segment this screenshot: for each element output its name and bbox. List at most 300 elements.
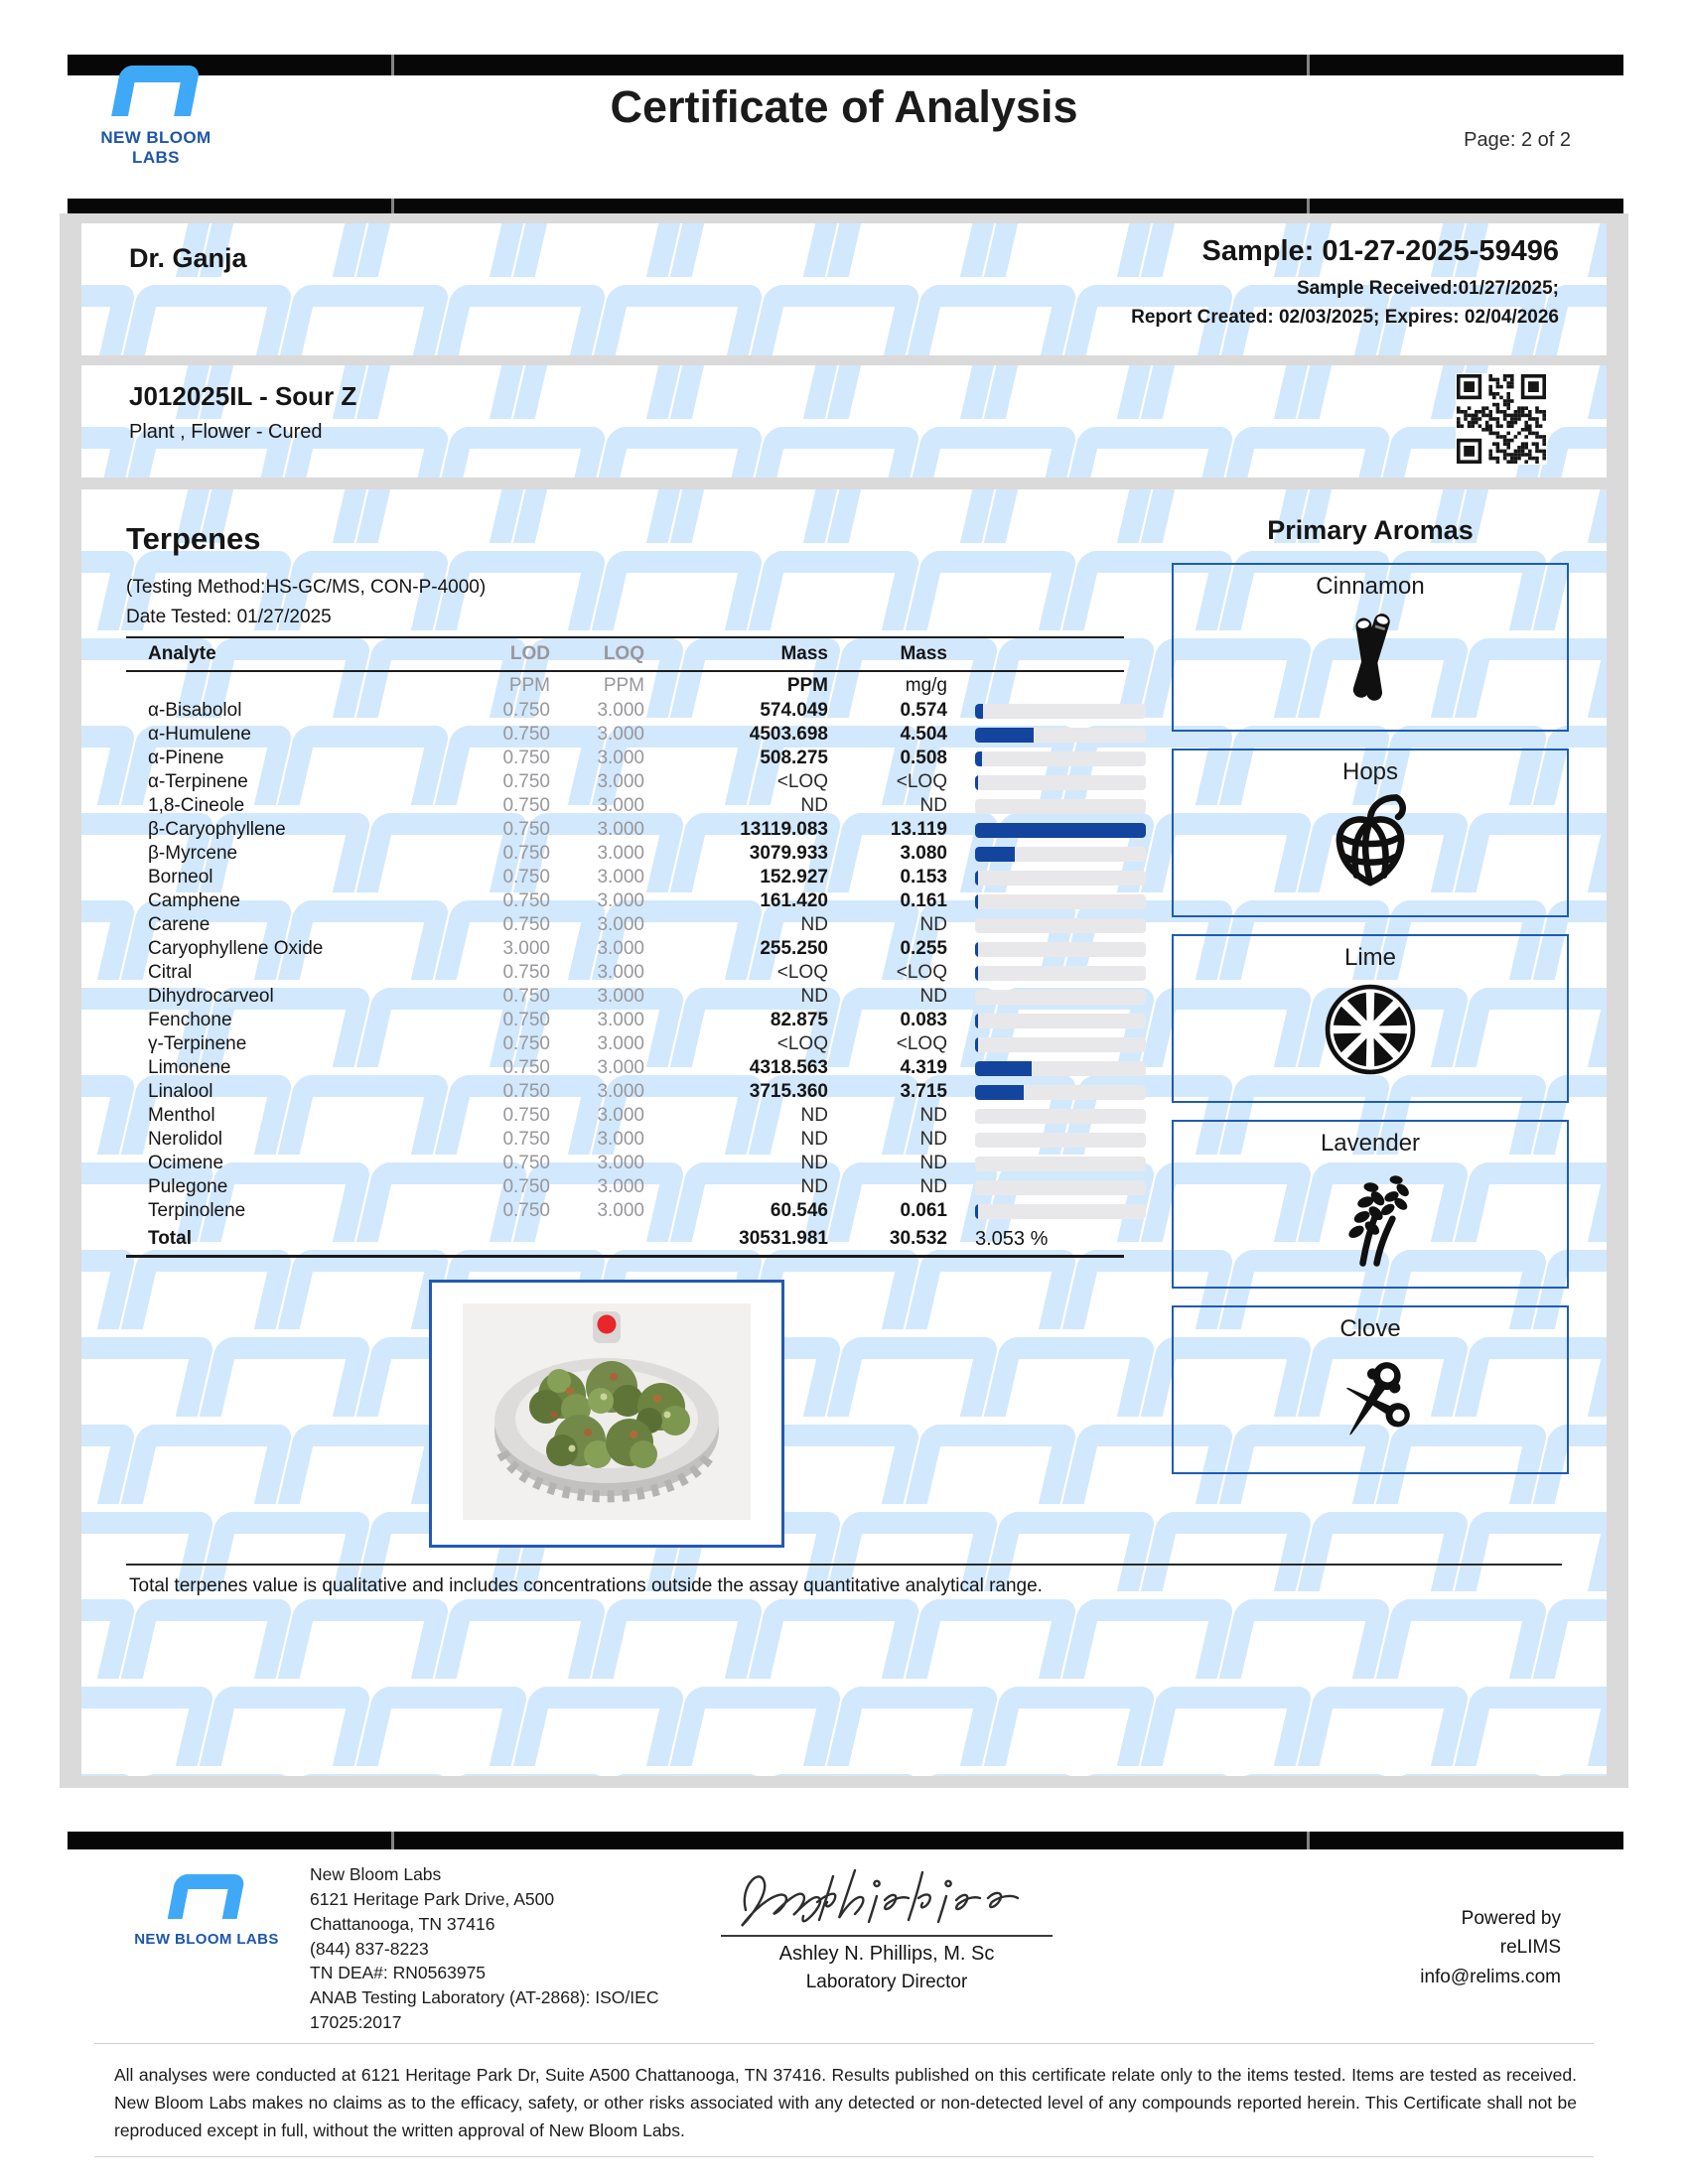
lod-value: 0.750 <box>502 1200 550 1221</box>
watermark-n-icon <box>121 1599 294 1679</box>
bar-track <box>975 894 1146 909</box>
watermark-n-icon <box>1062 1599 1235 1679</box>
lod-value: 0.750 <box>502 843 550 864</box>
mass-ppm-value: <LOQ <box>776 771 828 792</box>
mass-ppm-value: ND <box>800 1105 828 1126</box>
terpene-bar <box>947 823 1146 838</box>
watermark-n-icon <box>827 489 1000 543</box>
total-percent: 3.053 % <box>975 1227 1049 1250</box>
mass-ppm-value: <LOQ <box>776 962 828 983</box>
mass-mgg-value: 4.319 <box>900 1057 947 1078</box>
footer-rule-bar <box>68 1832 1623 1849</box>
loq-value: 3.000 <box>597 890 644 911</box>
watermark-n-icon <box>278 1250 451 1329</box>
analyte-name: γ-Terpinene <box>148 1033 247 1054</box>
lod-value: 0.750 <box>502 700 550 721</box>
watermark-n-icon <box>200 1337 372 1417</box>
watermark-n-icon <box>1062 427 1235 478</box>
watermark-n-icon <box>1455 1687 1607 1766</box>
table-row <box>126 794 1124 818</box>
table-row <box>126 1080 1124 1104</box>
loq-value: 3.000 <box>597 986 644 1007</box>
mass-mgg-value: 4.504 <box>900 724 947 745</box>
aroma-label: Lavender <box>1320 1130 1421 1157</box>
mass-mgg-value: <LOQ <box>896 1033 947 1054</box>
aroma-card <box>1172 934 1569 1103</box>
watermark-n-icon <box>513 223 686 277</box>
analyte-name: Fenchone <box>148 1010 232 1030</box>
mass-ppm-value: 574.049 <box>760 700 828 721</box>
page-indicator: Page: 2 of 2 <box>1464 129 1571 151</box>
loq-value: 3.000 <box>597 1129 644 1150</box>
table-row <box>126 699 1124 723</box>
document-body <box>60 213 1628 1788</box>
watermark-n-icon <box>592 1599 765 1679</box>
table-row <box>126 889 1124 913</box>
loq-value: 3.000 <box>597 1033 644 1054</box>
primary-aromas-list <box>1172 563 1569 1474</box>
terpene-bar <box>947 1037 1146 1052</box>
lod-value: 0.750 <box>502 819 550 840</box>
terpene-bar <box>947 775 1146 790</box>
analyte-name: Borneol <box>148 867 213 887</box>
watermark-n-icon <box>81 1687 215 1766</box>
bar-track <box>975 1204 1146 1219</box>
watermark-n-icon <box>592 1774 765 1776</box>
mass-ppm-value: 4318.563 <box>749 1057 828 1078</box>
watermark-n-icon <box>827 365 1000 419</box>
unit-mass-ppm: PPM <box>786 674 828 696</box>
watermark-n-icon <box>1219 1599 1392 1679</box>
terpene-bar <box>947 894 1146 909</box>
lod-value: 0.750 <box>502 748 550 768</box>
watermark-n-icon <box>81 1250 137 1329</box>
bar-track <box>975 1037 1146 1052</box>
terpene-bar <box>947 704 1146 719</box>
mass-ppm-value: 4503.698 <box>749 724 828 745</box>
bar-fill <box>975 775 978 790</box>
mass-ppm-value: ND <box>800 1153 828 1173</box>
table-row <box>126 866 1124 889</box>
mass-mgg-value: 0.574 <box>900 700 947 721</box>
col-loq: LOQ <box>603 643 644 664</box>
table-row <box>126 770 1124 794</box>
lod-value: 0.750 <box>502 867 550 887</box>
aroma-card <box>1172 749 1569 917</box>
table-row <box>126 1056 1124 1080</box>
terpene-bar <box>947 1014 1146 1028</box>
analyte-name: α-Pinene <box>148 748 224 768</box>
aroma-label: Hops <box>1341 758 1399 785</box>
watermark-n-icon <box>513 365 686 419</box>
lime-icon <box>1174 974 1567 1090</box>
mass-ppm-value: 60.546 <box>770 1200 828 1221</box>
bar-fill <box>975 942 978 957</box>
logo-wordmark: NEW BLOOM LABS <box>100 128 211 167</box>
col-lod: LOD <box>509 643 550 664</box>
loq-value: 3.000 <box>597 1153 644 1173</box>
bar-track <box>975 1085 1146 1100</box>
aroma-label: Lime <box>1343 944 1397 971</box>
watermark-n-icon <box>984 1687 1157 1766</box>
bar-track <box>975 1180 1146 1195</box>
watermark-n-icon <box>827 1687 1000 1766</box>
loq-value: 3.000 <box>597 700 644 721</box>
analyte-name: Camphene <box>148 890 240 911</box>
mass-mgg-value: ND <box>919 1129 947 1150</box>
analyte-name: β-Caryophyllene <box>148 819 286 840</box>
terpene-bar <box>947 1204 1146 1219</box>
bar-track <box>975 704 1146 719</box>
mass-ppm-value: 13119.083 <box>740 819 828 840</box>
watermark-n-icon <box>906 1774 1078 1776</box>
watermark-n-icon <box>827 1337 1000 1417</box>
watermark-n-icon <box>356 489 529 543</box>
bar-track <box>975 942 1146 957</box>
powered-by-brand: reLIMS <box>1499 1937 1561 1959</box>
aroma-card <box>1172 563 1569 732</box>
watermark-n-icon <box>906 1250 1078 1329</box>
bar-fill <box>975 704 983 719</box>
lod-value: 0.750 <box>502 1081 550 1102</box>
terpene-bar <box>947 1061 1146 1076</box>
lod-value: 0.750 <box>502 795 550 816</box>
date-tested: Date Tested: 01/27/2025 <box>126 607 332 627</box>
bar-fill <box>975 751 982 766</box>
primary-aromas-panel <box>1172 515 1569 1474</box>
loq-value: 3.000 <box>597 962 644 983</box>
analyte-name: Linalool <box>148 1081 213 1102</box>
watermark-n-icon <box>435 427 608 478</box>
bar-track <box>975 847 1146 862</box>
loq-value: 3.000 <box>597 1057 644 1078</box>
bar-track <box>975 966 1146 981</box>
bar-fill <box>975 823 1146 838</box>
lab-address-line2: Chattanooga, TN 37416 <box>310 1913 495 1934</box>
total-mass-mgg: 30.532 <box>889 1228 947 1249</box>
lod-value: 0.750 <box>502 1033 550 1054</box>
lod-value: 0.750 <box>502 1057 550 1078</box>
bar-fill <box>975 1061 1032 1076</box>
col-mass-mgg: Mass <box>900 643 947 664</box>
mass-mgg-value: 0.161 <box>900 890 947 911</box>
mass-mgg-value: ND <box>919 795 947 816</box>
analyte-name: Carene <box>148 914 211 935</box>
analyte-name: β-Myrcene <box>148 843 238 864</box>
bar-fill <box>975 1085 1024 1100</box>
mass-mgg-value: 13.119 <box>890 819 947 840</box>
analyte-name: 1,8-Cineole <box>148 795 245 816</box>
mass-mgg-value: 0.083 <box>900 1010 947 1030</box>
bar-fill <box>975 966 978 981</box>
watermark-n-icon <box>513 489 686 543</box>
qr-code <box>1456 373 1547 465</box>
loq-value: 3.000 <box>597 748 644 768</box>
watermark-n-icon <box>121 1425 294 1504</box>
signer-name: Ashley N. Phillips, M. Sc <box>778 1943 995 1965</box>
col-analyte: Analyte <box>148 643 216 664</box>
lab-address-line1: 6121 Heritage Park Drive, A500 <box>310 1888 555 1909</box>
lod-value: 0.750 <box>502 1010 550 1030</box>
watermark-n-icon <box>356 365 529 419</box>
bar-track <box>975 728 1146 743</box>
watermark-n-icon <box>592 285 765 355</box>
lab-name: New Bloom Labs <box>310 1864 442 1884</box>
watermark-n-icon <box>670 1687 843 1766</box>
sample-matrix: Plant , Flower - Cured <box>129 421 323 443</box>
mass-ppm-value: ND <box>800 1176 828 1197</box>
clove-icon <box>1174 1345 1567 1461</box>
header-divider-bar <box>68 199 1623 213</box>
lod-value: 0.750 <box>502 1153 550 1173</box>
loq-value: 3.000 <box>597 1081 644 1102</box>
testing-method: (Testing Method:HS-GC/MS, CON-P-4000) <box>126 577 487 598</box>
batch-strain-id: J012025IL - Sour Z <box>129 381 357 411</box>
sample-photo <box>463 1303 751 1525</box>
bar-track <box>975 871 1146 886</box>
report-created-date: Report Created: 02/03/2025; Expires: 02/04/2026 <box>1131 307 1559 328</box>
watermark-n-icon <box>1141 1512 1314 1591</box>
mass-mgg-value: ND <box>919 1105 947 1126</box>
watermark-n-icon <box>1219 427 1392 478</box>
analyte-name: Terpinolene <box>148 1200 246 1221</box>
watermark-n-icon <box>749 1774 921 1776</box>
watermark-n-icon <box>356 1687 529 1766</box>
analyte-name: Dihydrocarveol <box>148 986 274 1007</box>
lod-value: 0.750 <box>502 890 550 911</box>
analyte-name: Menthol <box>148 1105 215 1126</box>
loq-value: 3.000 <box>597 795 644 816</box>
table-row <box>126 985 1124 1009</box>
terpene-bar <box>947 942 1146 957</box>
watermark-n-icon <box>81 1599 137 1679</box>
terpene-bar <box>947 1133 1146 1148</box>
aroma-card <box>1172 1305 1569 1474</box>
mass-mgg-value: 0.255 <box>900 938 947 959</box>
watermark-n-icon <box>435 1599 608 1679</box>
bar-fill <box>975 847 1015 862</box>
watermark-n-icon <box>435 1774 608 1776</box>
sample-number: Sample: 01-27-2025-59496 <box>1201 235 1559 267</box>
bar-track <box>975 1109 1146 1124</box>
mass-ppm-value: 255.250 <box>760 938 828 959</box>
terpene-table <box>126 636 1124 1258</box>
watermark-n-icon <box>278 1774 451 1776</box>
note-divider <box>126 1564 1562 1566</box>
watermark-n-icon <box>749 427 921 478</box>
watermark-n-icon <box>278 1599 451 1679</box>
aroma-label: Clove <box>1339 1315 1401 1342</box>
mass-mgg-value: 0.061 <box>900 1200 947 1221</box>
mass-ppm-value: <LOQ <box>776 1033 828 1054</box>
table-row <box>126 818 1124 842</box>
watermark-n-icon <box>1298 1687 1471 1766</box>
terpenes-heading: Terpenes <box>126 521 261 556</box>
watermark-n-icon <box>1533 1774 1607 1776</box>
powered-by-block <box>1420 1904 1561 1991</box>
watermark-n-icon <box>749 1599 921 1679</box>
watermark-n-icon <box>356 223 529 277</box>
table-row <box>126 1199 1124 1223</box>
mass-mgg-value: 0.508 <box>900 748 947 768</box>
watermark-n-icon <box>984 365 1157 419</box>
table-rule-bottom <box>126 1255 1124 1258</box>
client-sample-card <box>81 223 1607 355</box>
unit-mass-mgg: mg/g <box>905 674 947 696</box>
watermark-n-icon <box>1376 1774 1549 1776</box>
analyte-name: Nerolidol <box>148 1129 222 1150</box>
table-row <box>126 1152 1124 1175</box>
top-rule-bar <box>68 55 1623 75</box>
logo-n-icon <box>168 1874 246 1919</box>
table-row <box>126 747 1124 770</box>
watermark-n-icon <box>278 1425 451 1504</box>
watermark-n-icon <box>1141 1687 1314 1766</box>
analyte-name: Pulegone <box>148 1176 228 1197</box>
terpene-bar <box>947 918 1146 933</box>
signature <box>728 1858 1046 1930</box>
lod-value: 0.750 <box>502 914 550 935</box>
terpene-bar <box>947 871 1146 886</box>
mass-ppm-value: 3079.933 <box>749 843 828 864</box>
mass-mgg-value: 0.153 <box>900 867 947 887</box>
mass-mgg-value: ND <box>919 1176 947 1197</box>
mass-mgg-value: 3.715 <box>900 1081 947 1102</box>
terpene-bar <box>947 1109 1146 1124</box>
analyte-name: Caryophyllene Oxide <box>148 938 324 959</box>
bar-track <box>975 990 1146 1005</box>
watermark-n-icon <box>121 1250 294 1329</box>
terpene-bar <box>947 799 1146 814</box>
watermark-n-icon <box>592 551 765 630</box>
footer-logo-wordmark: NEW BLOOM LABS <box>134 1931 279 1948</box>
watermark-n-icon <box>200 1687 372 1766</box>
lod-value: 3.000 <box>502 938 550 959</box>
watermark-n-icon <box>670 489 843 543</box>
watermark-n-icon <box>749 285 921 355</box>
terpenes-card <box>81 489 1607 1776</box>
bar-fill <box>975 1204 978 1219</box>
mass-ppm-value: 3715.360 <box>749 1081 828 1102</box>
powered-by-label: Powered by <box>1461 1908 1561 1929</box>
watermark-n-icon <box>1219 1774 1392 1776</box>
disclaimer-bottom-rule <box>94 2156 1594 2157</box>
watermark-n-icon <box>984 1337 1157 1417</box>
mass-mgg-value: <LOQ <box>896 962 947 983</box>
loq-value: 3.000 <box>597 914 644 935</box>
lod-value: 0.750 <box>502 771 550 792</box>
bar-fill <box>975 728 1034 743</box>
aroma-card <box>1172 1120 1569 1289</box>
watermark-n-icon <box>81 1337 215 1417</box>
watermark-n-icon <box>906 1599 1078 1679</box>
mass-ppm-value: ND <box>800 986 828 1007</box>
unit-loq: PPM <box>603 674 644 696</box>
bar-fill <box>975 1014 978 1028</box>
watermark-n-icon <box>513 1687 686 1766</box>
col-mass-ppm: Mass <box>780 643 828 664</box>
mass-mgg-value: ND <box>919 986 947 1007</box>
watermark-n-icon <box>1455 1512 1607 1591</box>
bar-fill <box>975 1037 978 1052</box>
powered-by-email: info@relims.com <box>1420 1966 1561 1987</box>
watermark-n-icon <box>749 551 921 630</box>
table-row <box>126 723 1124 747</box>
terpene-bar <box>947 966 1146 981</box>
table-row <box>126 1104 1124 1128</box>
batch-card <box>81 365 1607 478</box>
sample-received-date: Sample Received:01/27/2025; <box>1296 278 1559 299</box>
lab-accreditation: ANAB Testing Laboratory (AT-2868): ISO/IEC 17025:2017 <box>310 1987 659 2033</box>
lod-value: 0.750 <box>502 986 550 1007</box>
bar-track <box>975 823 1146 838</box>
table-row <box>126 913 1124 937</box>
analyte-name: Limonene <box>148 1057 231 1078</box>
table-row <box>126 961 1124 985</box>
bar-fill <box>975 871 978 886</box>
bar-track <box>975 918 1146 933</box>
loq-value: 3.000 <box>597 771 644 792</box>
watermark-n-icon <box>1533 1599 1607 1679</box>
analyte-name: α-Bisabolol <box>148 700 242 721</box>
lod-value: 0.750 <box>502 962 550 983</box>
table-row <box>126 1175 1124 1199</box>
terpene-bar <box>947 728 1146 743</box>
watermark-n-icon <box>1376 1599 1549 1679</box>
terpene-bar <box>947 847 1146 862</box>
watermark-n-icon <box>670 365 843 419</box>
terpene-bar <box>947 1180 1146 1195</box>
total-row <box>126 1223 1124 1255</box>
mass-mgg-value: ND <box>919 914 947 935</box>
mass-ppm-value: ND <box>800 1129 828 1150</box>
bar-track <box>975 775 1146 790</box>
mass-ppm-value: 161.420 <box>760 890 828 911</box>
signature-block <box>713 1858 1060 1993</box>
watermark-n-icon <box>1298 365 1471 419</box>
total-label: Total <box>148 1228 192 1249</box>
terpene-bar <box>947 1157 1146 1171</box>
lab-phone: (844) 837-8223 <box>310 1938 429 1959</box>
loq-value: 3.000 <box>597 867 644 887</box>
bar-track <box>975 1133 1146 1148</box>
watermark-n-icon <box>81 285 137 355</box>
lab-dea-number: TN DEA#: RN0563975 <box>310 1963 487 1983</box>
watermark-n-icon <box>81 1774 137 1776</box>
lab-address-block <box>310 1862 687 2035</box>
watermark-n-icon <box>121 1774 294 1776</box>
sample-photo-frame <box>429 1280 784 1548</box>
table-units-row <box>126 672 1124 699</box>
bar-track <box>975 799 1146 814</box>
unit-lod: PPM <box>508 674 550 696</box>
watermark-n-icon <box>1298 1512 1471 1591</box>
client-name: Dr. Ganja <box>129 243 247 273</box>
bar-track <box>975 751 1146 766</box>
watermark-n-icon <box>670 223 843 277</box>
table-row <box>126 937 1124 961</box>
terpene-table-body <box>126 699 1124 1223</box>
lod-value: 0.750 <box>502 1105 550 1126</box>
table-row <box>126 1009 1124 1032</box>
loq-value: 3.000 <box>597 1105 644 1126</box>
watermark-n-icon <box>435 285 608 355</box>
bar-track <box>975 1014 1146 1028</box>
footer-logo <box>127 1874 286 1948</box>
bar-track <box>975 1157 1146 1171</box>
watermark-n-icon <box>1062 1774 1235 1776</box>
loq-value: 3.000 <box>597 724 644 745</box>
